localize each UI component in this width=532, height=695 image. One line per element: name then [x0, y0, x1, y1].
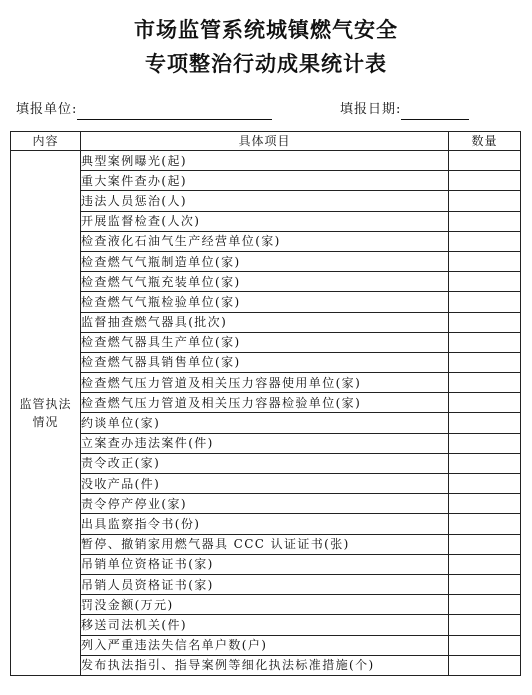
item-cell: 出具监察指令书(份): [81, 514, 449, 534]
table-row: [11, 534, 521, 554]
item-cell: 没收产品(件): [81, 474, 449, 494]
quantity-cell[interactable]: [449, 231, 521, 251]
item-cell: 发布执法指引、指导案例等细化执法标准措施(个): [81, 655, 449, 675]
quantity-cell[interactable]: [449, 474, 521, 494]
quantity-cell[interactable]: [449, 595, 521, 615]
quantity-cell[interactable]: [449, 272, 521, 292]
table-row: [11, 433, 521, 453]
header-quantity: 数量: [449, 132, 521, 151]
table-row: [11, 393, 521, 413]
table-row: [11, 574, 521, 594]
item-cell: 检查燃气压力管道及相关压力容器检验单位(家): [81, 393, 449, 413]
table-row: [11, 615, 521, 635]
quantity-cell[interactable]: [449, 635, 521, 655]
quantity-cell[interactable]: [449, 554, 521, 574]
table-row: [11, 231, 521, 251]
quantity-cell[interactable]: [449, 292, 521, 312]
table-row: [11, 292, 521, 312]
quantity-cell[interactable]: [449, 393, 521, 413]
reporting-unit-field: [16, 100, 272, 120]
document-title-line-1: 市场监管系统城镇燃气安全: [134, 17, 398, 42]
table-header-row: [11, 132, 521, 151]
table-row: [11, 332, 521, 352]
item-cell: 列入严重违法失信名单户数(户): [81, 635, 449, 655]
quantity-cell[interactable]: [449, 373, 521, 393]
item-cell: 检查燃气压力管道及相关压力容器使用单位(家): [81, 373, 449, 393]
item-cell: 开展监督检查(人次): [81, 211, 449, 231]
table-row: [11, 151, 521, 171]
item-cell: 检查燃气气瓶检验单位(家): [81, 292, 449, 312]
item-cell: 吊销单位资格证书(家): [81, 554, 449, 574]
reporting-date-blank[interactable]: [401, 103, 469, 120]
reporting-unit-blank[interactable]: [77, 103, 272, 120]
item-cell: 监督抽查燃气器具(批次): [81, 312, 449, 332]
table-row: [11, 171, 521, 191]
item-cell: 检查燃气气瓶制造单位(家): [81, 251, 449, 271]
quantity-cell[interactable]: [449, 312, 521, 332]
item-cell: 重大案件查办(起): [81, 171, 449, 191]
quantity-cell[interactable]: [449, 514, 521, 534]
item-cell: 约谈单位(家): [81, 413, 449, 433]
reporting-unit-label: 填报单位:: [16, 102, 78, 117]
quantity-cell[interactable]: [449, 655, 521, 675]
table-row: [11, 413, 521, 433]
quantity-cell[interactable]: [449, 151, 521, 171]
category-cell: [11, 151, 81, 676]
table-row: [11, 373, 521, 393]
category-label-line-2: 情况: [32, 414, 59, 429]
item-cell: 责令停产停业(家): [81, 494, 449, 514]
statistics-table: [10, 131, 521, 676]
table-row: [11, 312, 521, 332]
quantity-cell[interactable]: [449, 574, 521, 594]
table-row: [11, 191, 521, 211]
reporting-date-label: 填报日期:: [340, 102, 402, 117]
quantity-cell[interactable]: [449, 534, 521, 554]
item-cell: 立案查办违法案件(件): [81, 433, 449, 453]
table-row: [11, 352, 521, 372]
table-row: [11, 453, 521, 473]
item-cell: 吊销人员资格证书(家): [81, 574, 449, 594]
header-content: 内容: [11, 132, 81, 151]
quantity-cell[interactable]: [449, 191, 521, 211]
table-row: [11, 474, 521, 494]
table-row: [11, 272, 521, 292]
quantity-cell[interactable]: [449, 494, 521, 514]
quantity-cell[interactable]: [449, 453, 521, 473]
item-cell: 移送司法机关(件): [81, 615, 449, 635]
quantity-cell[interactable]: [449, 352, 521, 372]
quantity-cell[interactable]: [449, 251, 521, 271]
item-cell: 责令改正(家): [81, 453, 449, 473]
item-cell: 违法人员惩治(人): [81, 191, 449, 211]
item-cell: 检查燃气气瓶充装单位(家): [81, 272, 449, 292]
item-cell: 罚没金额(万元): [81, 595, 449, 615]
table-row: [11, 211, 521, 231]
item-cell: 检查燃气器具生产单位(家): [81, 332, 449, 352]
quantity-cell[interactable]: [449, 171, 521, 191]
table-row: [11, 251, 521, 271]
table-row: [11, 514, 521, 534]
table-row: [11, 494, 521, 514]
item-cell: 检查液化石油气生产经营单位(家): [81, 231, 449, 251]
category-label-line-1: 监管执法: [19, 396, 72, 411]
table-body: [11, 151, 521, 676]
table-row: [11, 655, 521, 675]
reporting-date-field: [340, 100, 469, 120]
quantity-cell[interactable]: [449, 332, 521, 352]
table-row: [11, 595, 521, 615]
document-title-line-2: 专项整治行动成果统计表: [145, 51, 387, 76]
header-item: 具体项目: [81, 132, 449, 151]
quantity-cell[interactable]: [449, 615, 521, 635]
table-row: [11, 635, 521, 655]
item-cell: 暂停、撤销家用燃气器具 CCC 认证证书(张): [81, 534, 449, 554]
table-row: [11, 554, 521, 574]
quantity-cell[interactable]: [449, 413, 521, 433]
item-cell: 典型案例曝光(起): [81, 151, 449, 171]
quantity-cell[interactable]: [449, 433, 521, 453]
quantity-cell[interactable]: [449, 211, 521, 231]
item-cell: 检查燃气器具销售单位(家): [81, 352, 449, 372]
